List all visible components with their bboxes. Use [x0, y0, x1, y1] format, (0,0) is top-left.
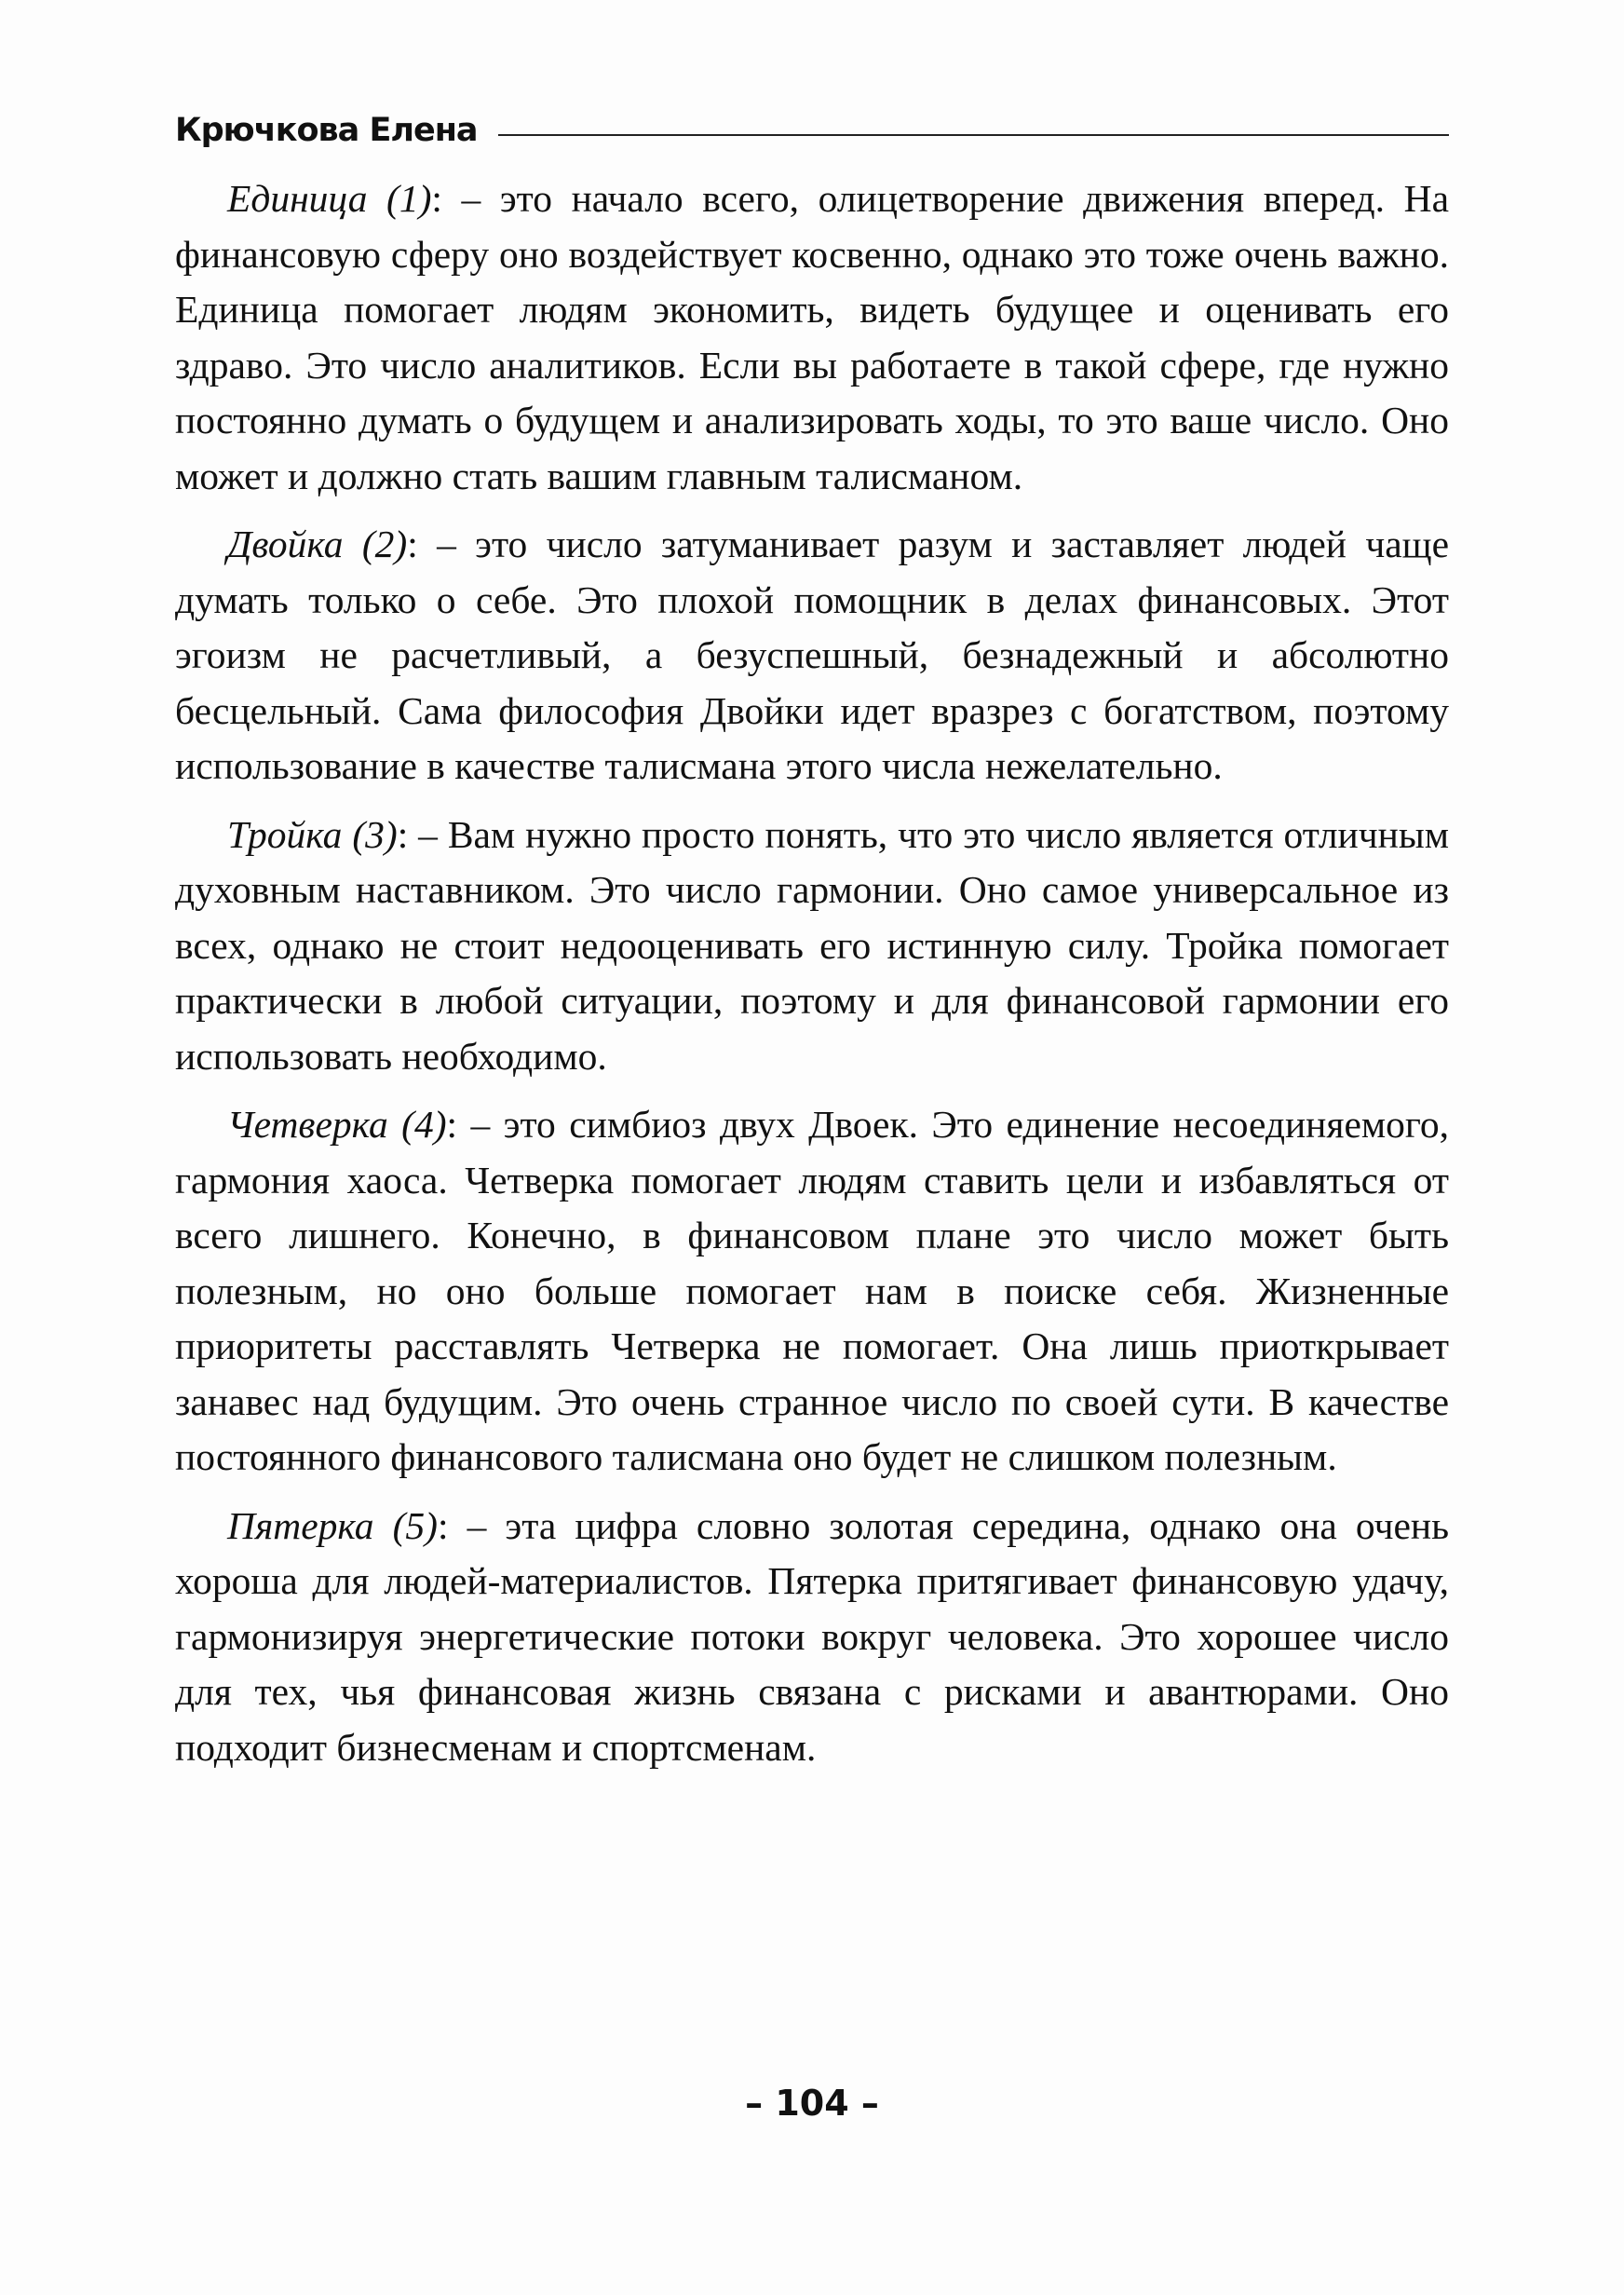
paragraph-term: Единица (1) — [227, 177, 432, 220]
paragraph-five — [175, 1499, 1449, 1776]
author-name: Крючкова Елена — [175, 112, 478, 149]
paragraph-four — [175, 1097, 1449, 1486]
header-rule — [498, 134, 1449, 136]
page-number: – 104 – — [745, 2083, 879, 2124]
paragraph-text: : – это число затуманивает разум и заставляет людей чаще думать только о себе. Это плохой помощник в делах финансовых. Этот эгоизм не расчетливый, а безуспешный, безнадежный и абсолютно бесцельный. Сама философия Двойки идет вразрез с богатством, поэтому использование в качестве талисмана этого числа нежелательно. — [175, 523, 1449, 787]
paragraph-text: : – это симбиоз двух Двоек. Это единение несоединяемого, гармония хаоса. Четверка помогает людям ставить цели и избавляться от всего лишнего. Конечно, в финансовом плане это число может быть полезным, но оно больше помогает нам в поиске себя. Жизненные приоритеты расставлять Четверка не помогает. Она лишь приоткрывает занавес над будущим. Это очень странное число по своей сути. В качестве постоянного финансового талисмана оно будет не слишком полезным. — [175, 1103, 1449, 1478]
body-text — [175, 171, 1449, 1788]
running-head — [175, 104, 1449, 156]
paragraph-one — [175, 171, 1449, 504]
paragraph-term: Тройка (3) — [227, 812, 398, 856]
paragraph-term: Четверка (4) — [227, 1103, 447, 1146]
paragraph-three — [175, 808, 1449, 1085]
paragraph-two — [175, 517, 1449, 794]
paragraph-text: : – Вам нужно просто понять, что это число является отличным духовным наставником. Это число гармонии. Оно самое универсальное из всех, однако не стоит недооценивать его истинную силу. Тройка помогает практически в любой ситуации, поэтому и для финансовой гармонии его использовать необходимо. — [175, 812, 1449, 1078]
paragraph-text: : – это начало всего, олицетворение движения вперед. На финансовую сферу оно воздействует косвенно, однако это тоже очень важно. Единица помогает людям экономить, видеть будущее и оценивать его здраво. Это число аналитиков. Если вы работаете в такой сфере, где нужно постоянно думать о будущем и анализировать ходы, то это ваше число. Оно может и должно стать вашим главным талисманом. — [175, 177, 1449, 497]
paragraph-term: Пятерка (5) — [227, 1503, 438, 1547]
paragraph-term: Двойка (2) — [227, 523, 408, 565]
paragraph-text: : – эта цифра словно золотая середина, однако она очень хороша для людей-материалистов. Пятерка притягивает финансовую удачу, гармонизируя энергетические потоки вокруг человека. Это хорошее число для тех, чья финансовая жизнь связана с рисками и авантюрами. Оно подходит бизнесменам и спортсменам. — [175, 1503, 1449, 1769]
